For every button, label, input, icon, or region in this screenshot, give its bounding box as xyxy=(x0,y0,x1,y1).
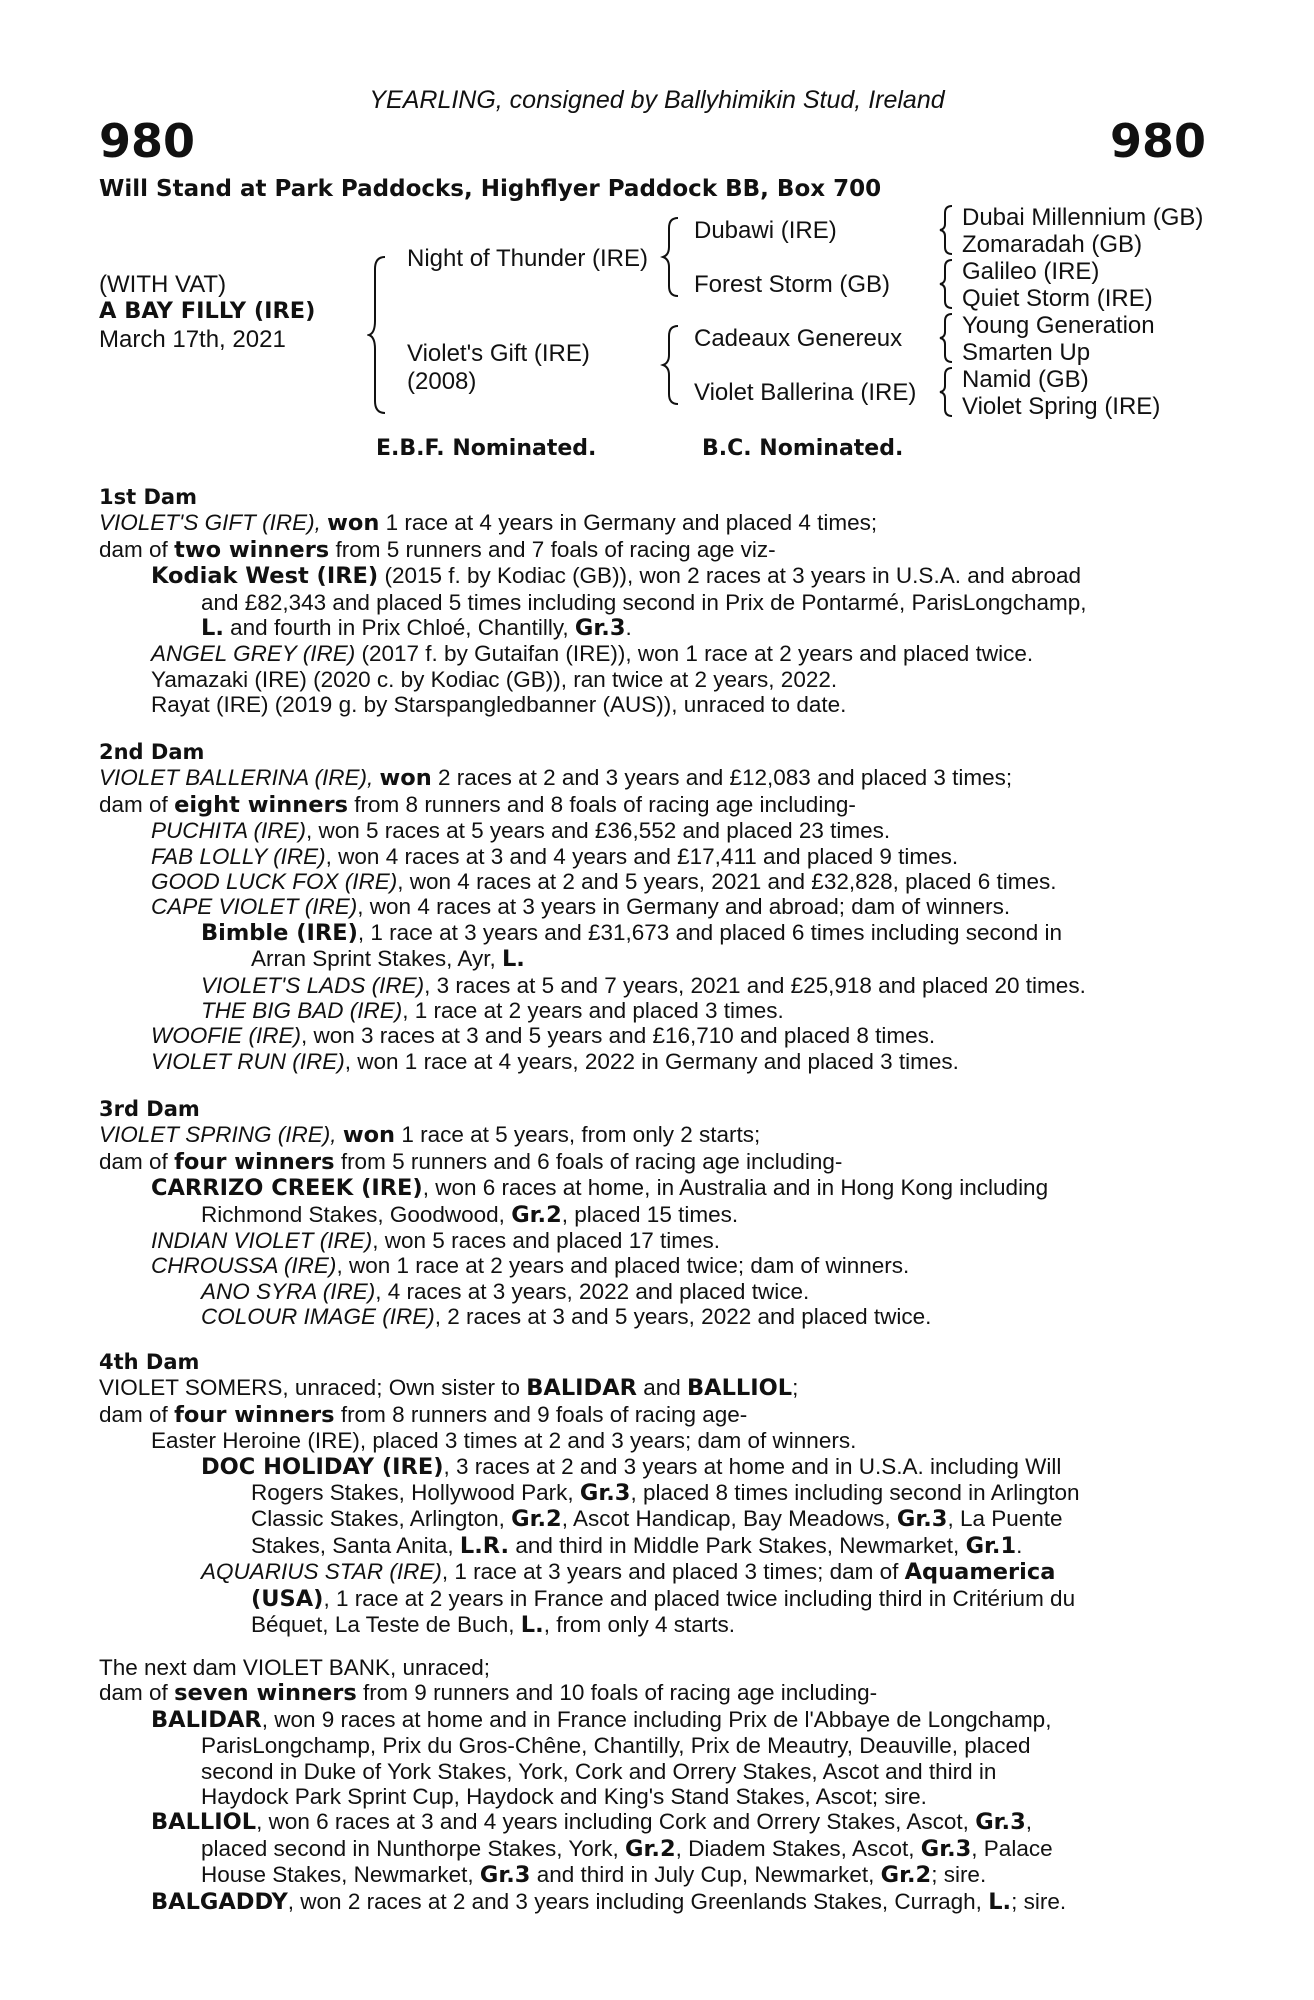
sire-dam-name: Forest Storm (GB) xyxy=(694,271,891,298)
dam-record: VIOLET'S GIFT (IRE), won 1 race at 4 years in Germany and placed 4 times; xyxy=(99,510,878,537)
sire-name: Night of Thunder (IRE) xyxy=(407,245,648,272)
second-dam-section xyxy=(99,740,1204,1074)
produce-entry-cont: second in Duke of York Stakes, York, Cork and Orrery Stakes, Ascot and third in xyxy=(201,1758,997,1784)
produce-entry: AQUARIUS STAR (IRE), 1 race at 3 years and placed 3 times; dam of Aquamerica xyxy=(201,1559,1056,1586)
produce-entry-cont: Béquet, La Teste de Buch, L., from only 4 starts. xyxy=(251,1612,735,1639)
produce-entry-cont: and £82,343 and placed 5 times including second in Prix de Pontarmé, ParisLongchamp, xyxy=(201,589,1087,615)
brace-g3 xyxy=(937,312,955,364)
produce-entry-cont: ParisLongchamp, Prix du Gros-Chêne, Chantilly, Prix de Meautry, Deauville, placed xyxy=(201,1733,1031,1759)
vat-note: (WITH VAT) xyxy=(99,271,227,298)
lot-number-left: 980 xyxy=(99,114,196,168)
dam-produce-summary: dam of two winners from 5 runners and 7 foals of racing age viz- xyxy=(99,536,776,563)
section-heading: 2nd Dam xyxy=(99,740,205,764)
produce-entry: PUCHITA (IRE), won 5 races at 5 years and £36,552 and placed 23 times. xyxy=(151,818,891,844)
first-dam-section xyxy=(99,485,1204,718)
horse-name: A BAY FILLY (IRE) xyxy=(99,298,316,324)
produce-entry: CAPE VIOLET (IRE), won 4 races at 3 years in Germany and abroad; dam of winners. xyxy=(151,894,1011,920)
produce-entry: FAB LOLLY (IRE), won 4 races at 3 and 4 years and £17,411 and placed 9 times. xyxy=(151,843,959,869)
produce-entry-cont: Richmond Stakes, Goodwood, Gr.2, placed 15 times. xyxy=(201,1201,739,1228)
dam-record: The next dam VIOLET BANK, unraced; xyxy=(99,1655,491,1680)
dam-record: VIOLET BALLERINA (IRE), won 2 races at 2 and 3 years and £12,083 and placed 3 times; xyxy=(99,765,1013,792)
produce-entry: Easter Heroine (IRE), placed 3 times at 2 and 3 years; dam of winners. xyxy=(151,1428,857,1454)
produce-entry-cont: (USA), 1 race at 2 years in France and placed twice including third in Critérium du xyxy=(251,1585,1076,1612)
produce-entry: DOC HOLIDAY (IRE), 3 races at 2 and 3 years at home and in U.S.A. including Will xyxy=(201,1453,1062,1480)
produce-entry: ANO SYRA (IRE), 4 races at 3 years, 2022 and placed twice. xyxy=(201,1278,810,1304)
produce-entry: INDIAN VIOLET (IRE), won 5 races and placed 17 times. xyxy=(151,1228,720,1254)
produce-entry-cont: placed second in Nunthorpe Stakes, York, Gr.2, Diadem Stakes, Ascot, Gr.3, Palace xyxy=(201,1835,1053,1862)
produce-entry-cont: Stakes, Santa Anita, L.R. and third in Middle Park Stakes, Newmarket, Gr.1. xyxy=(251,1532,1023,1559)
lot-number-right: 980 xyxy=(1109,114,1206,168)
ancestor-3: Galileo (IRE) xyxy=(962,258,1100,285)
produce-entry: COLOUR IMAGE (IRE), 2 races at 3 and 5 years, 2022 and placed twice. xyxy=(201,1304,932,1330)
section-heading: 3rd Dam xyxy=(99,1097,200,1121)
ancestor-2: Zomaradah (GB) xyxy=(962,231,1143,258)
produce-entry: BALLIOL, won 6 races at 3 and 4 years including Cork and Orrery Stakes, Ascot, Gr.3, xyxy=(151,1809,1033,1836)
dam-name: Violet's Gift (IRE) xyxy=(407,340,590,367)
produce-entry: Kodiak West (IRE) (2015 f. by Kodiac (GB)), won 2 races at 3 years in U.S.A. and abroad xyxy=(151,563,1082,590)
catalogue-subtitle: YEARLING, consigned by Ballyhimikin Stud, Ireland xyxy=(369,86,945,114)
produce-entry: GOOD LUCK FOX (IRE), won 4 races at 2 and 5 years, 2021 and £32,828, placed 6 times. xyxy=(151,869,1057,895)
ebf-nominated: E.B.F. Nominated. xyxy=(376,436,597,461)
dam-brace xyxy=(660,324,682,406)
produce-entry: BALGADDY, won 2 races at 2 and 3 years including Greenlands Stakes, Curragh, L.; sire. xyxy=(151,1888,1067,1915)
produce-entry: WOOFIE (IRE), won 3 races at 3 and 5 years and £16,710 and placed 8 times. xyxy=(151,1023,936,1049)
produce-entry-cont: Haydock Park Sprint Cup, Haydock and King's Stand Stakes, Ascot; sire. xyxy=(201,1784,927,1810)
dam-year: (2008) xyxy=(407,368,477,395)
brace-g4 xyxy=(937,366,955,418)
horse-dob: March 17th, 2021 xyxy=(99,326,286,353)
produce-entry: Bimble (IRE), 1 race at 3 years and £31,673 and placed 6 times including second in xyxy=(201,919,1063,946)
brace-g2 xyxy=(937,258,955,310)
produce-entry: CHROUSSA (IRE), won 1 race at 2 years and placed twice; dam of winners. xyxy=(151,1253,910,1279)
produce-entry: VIOLET RUN (IRE), won 1 race at 4 years, 2022 in Germany and placed 3 times. xyxy=(151,1048,959,1074)
produce-entry-cont: Classic Stakes, Arlington, Gr.2, Ascot Handicap, Bay Meadows, Gr.3, La Puente xyxy=(251,1506,1063,1533)
stand-location: Will Stand at Park Paddocks, Highflyer Paddock BB, Box 700 xyxy=(99,176,882,202)
bc-nominated: B.C. Nominated. xyxy=(702,436,904,461)
produce-entry: CARRIZO CREEK (IRE), won 6 races at home, in Australia and in Hong Kong including xyxy=(151,1175,1049,1202)
produce-entry-cont: L. and fourth in Prix Chloé, Chantilly, Gr.3. xyxy=(201,615,632,642)
produce-entry: ANGEL GREY (IRE) (2017 f. by Gutaifan (IRE)), won 1 race at 2 years and placed twice. xyxy=(151,641,1034,667)
dam-produce-summary: dam of seven winners from 9 runners and 10 foals of racing age including- xyxy=(99,1680,878,1707)
ancestor-6: Smarten Up xyxy=(962,339,1091,366)
produce-entry: Yamazaki (IRE) (2020 c. by Kodiac (GB)), ran twice at 2 years, 2022. xyxy=(151,666,838,692)
produce-entry-cont: House Stakes, Newmarket, Gr.3 and third in July Cup, Newmarket, Gr.2; sire. xyxy=(201,1862,987,1889)
ancestor-5: Young Generation xyxy=(962,312,1155,339)
sire-sire-name: Dubawi (IRE) xyxy=(694,217,837,244)
dam-dam-name: Violet Ballerina (IRE) xyxy=(694,379,917,406)
dam-sire-name: Cadeaux Genereux xyxy=(694,325,903,352)
produce-entry: BALIDAR, won 9 races at home and in France including Prix de l'Abbaye de Longchamp, xyxy=(151,1706,1052,1733)
produce-entry-cont: Arran Sprint Stakes, Ayr, L. xyxy=(251,946,525,973)
produce-entry: Rayat (IRE) (2019 g. by Starspangledbanner (AUS)), unraced to date. xyxy=(151,692,847,718)
third-dam-section xyxy=(99,1097,1204,1330)
main-brace xyxy=(367,255,389,415)
ancestor-4: Quiet Storm (IRE) xyxy=(962,285,1153,312)
sire-brace xyxy=(660,216,682,298)
dam-record: VIOLET SOMERS, unraced; Own sister to BALIDAR and BALLIOL; xyxy=(99,1375,799,1402)
next-dam-section xyxy=(99,1655,1204,1915)
produce-entry: THE BIG BAD (IRE), 1 race at 2 years and placed 3 times. xyxy=(201,998,784,1024)
section-heading: 1st Dam xyxy=(99,485,197,509)
brace-g1 xyxy=(937,204,955,256)
dam-produce-summary: dam of eight winners from 8 runners and 8 foals of racing age including- xyxy=(99,791,856,818)
produce-entry-cont: Rogers Stakes, Hollywood Park, Gr.3, placed 8 times including second in Arlington xyxy=(251,1480,1080,1507)
dam-produce-summary: dam of four winners from 5 runners and 6 foals of racing age including- xyxy=(99,1148,843,1175)
section-heading: 4th Dam xyxy=(99,1350,200,1374)
dam-record: VIOLET SPRING (IRE), won 1 race at 5 years, from only 2 starts; xyxy=(99,1122,761,1149)
ancestor-1: Dubai Millennium (GB) xyxy=(962,204,1204,231)
dam-produce-summary: dam of four winners from 8 runners and 9 foals of racing age- xyxy=(99,1401,748,1428)
ancestor-7: Namid (GB) xyxy=(962,366,1089,393)
produce-entry: VIOLET'S LADS (IRE), 3 races at 5 and 7 years, 2021 and £25,918 and placed 20 times. xyxy=(201,972,1086,998)
fourth-dam-section xyxy=(99,1350,1204,1638)
ancestor-8: Violet Spring (IRE) xyxy=(962,393,1161,420)
